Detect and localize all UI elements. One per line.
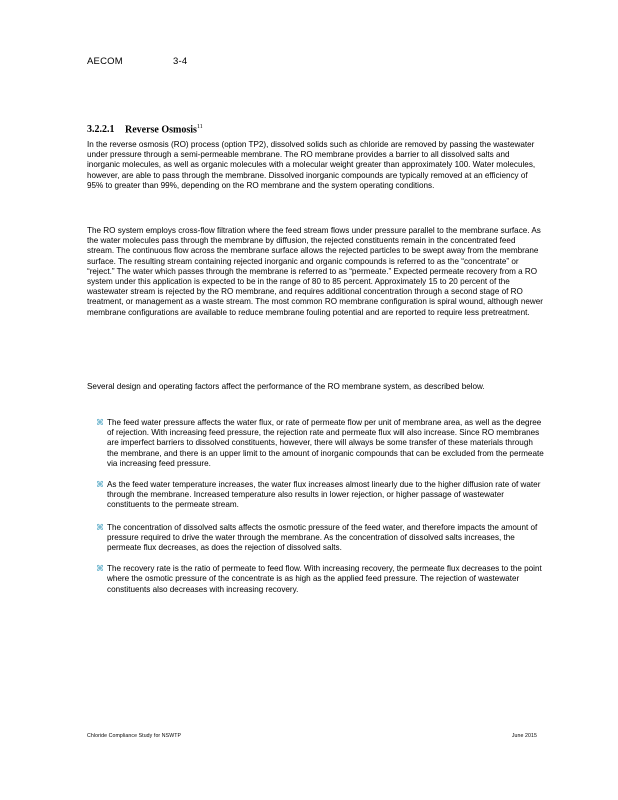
paragraph-crossflow: The RO system employs cross-flow filtration where the feed stream flows under pressure parallel to the membrane surface. As the water molecules pass through the membrane by diffusion, the rejected constituents remain in the concentrated feed stream. The continuous flow across the membrane surface allows the rejected particles to be swept away from the membrane surface. The resulting stream containing rejected inorganic and organic compounds is referred to as the “concentrate” or “reject.” The water which passes through the membrane is referred to as “permeate.” Expected permeate recovery from a RO system under this application is expected to be in the range of 80 to 85 percent. Approximately 15 to 20 percent of the wastewater stream is rejected by the RO membrane, and requires additional concentration through a second stage of RO treatment, or management as a waste stream. The most common RO membrane configuration is spiral wound, although newer membrane configurations are available to reduce membrane fouling potential and are reported to require less pretreatment. xyxy=(87,226,543,317)
bullet-glyph-icon: ⌘ xyxy=(96,480,104,490)
list-item-text: The concentration of dissolved salts affects the osmotic pressure of the feed water, and therefore impacts the amount of pressure required to drive the water through the membrane. As the concentration of dissolved salts increases, the permeate flux decreases, as does the rejection of dissolved salts. xyxy=(107,522,538,553)
company-name: AECOM xyxy=(87,56,123,67)
list-item-text: The feed water pressure affects the water flux, or rate of permeate flow per unit of membrane area, as well as the degree of rejection. With increasing feed pressure, the rejection rate and permeate flux will also increase. Since RO membranes are imperfect barriers to dissolved constituents, however, there will always be some transfer of these materials through the membrane, and there is an upper limit to the amount of inorganic compounds that can be excluded from the permeate via increasing feed pressure. xyxy=(107,418,544,468)
footer-document-title: Chloride Compliance Study for NSWTP xyxy=(87,733,182,739)
page-number: 3-4 xyxy=(173,56,188,67)
section-number: 3.2.2.1 xyxy=(87,124,115,136)
page-footer xyxy=(87,733,537,739)
list-item-text: As the feed water temperature increases, the water flux increases almost linearly due to the higher diffusion rate of water through the membrane. Increased temperature also results in lower rejection, or higher passage of wastewater constituents to the permeate stream. xyxy=(107,480,541,510)
bullet-glyph-icon: ⌘ xyxy=(96,418,104,427)
list-item xyxy=(96,564,546,595)
list-item-text: The recovery rate is the ratio of permeate to feed flow. With increasing recovery, the permeate flux decreases to the point where the osmotic pressure of the concentrate is as high as the applied feed pressure. The rejection of wastewater constituents also decreases with increasing recovery. xyxy=(107,564,542,594)
section-heading xyxy=(87,124,203,135)
footer-date: June 2015 xyxy=(511,733,537,739)
list-item xyxy=(96,418,546,469)
section-title: Reverse Osmosis xyxy=(125,124,197,136)
list-item xyxy=(96,523,546,554)
page-header xyxy=(87,56,188,67)
list-item xyxy=(96,480,546,511)
bullet-glyph-icon: ⌘ xyxy=(96,564,104,574)
paragraph-intro: In the reverse osmosis (RO) process (option TP2), dissolved solids such as chloride are removed by passing the wastewater under pressure through a semi-permeable membrane. The RO membrane provides a barrier to all dissolved salts and inorganic molecules, as well as organic molecules with a molecular weight greater than approximately 100. Water molecules, however, are able to pass through the membrane. Dissolved inorganic compounds are typically removed at an efficiency of 95% to greater than 99%, depending on the RO membrane and the system operating conditions. xyxy=(87,140,536,190)
bullet-glyph-icon: ⌘ xyxy=(96,522,104,532)
factor-list xyxy=(96,418,546,604)
paragraph-factors: Several design and operating factors affect the performance of the RO membrane system, as described below. xyxy=(87,382,485,391)
footnote-reference: 11 xyxy=(196,124,203,130)
